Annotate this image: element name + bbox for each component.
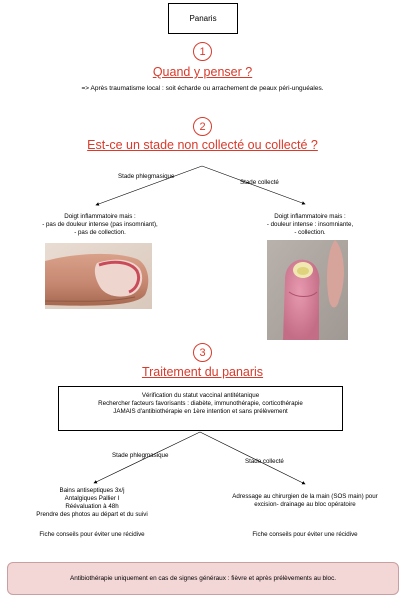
fiche-left: Fiche conseils pour éviter une récidive (39, 531, 145, 538)
section-3-number: 3 (193, 343, 212, 362)
treatment-line: JAMAIS d'antibiothérapie en 1ère intention et sans prélèvement (113, 408, 288, 415)
branch-label-collecte: Stade collecté (240, 179, 279, 186)
section-1-number: 1 (193, 42, 212, 61)
photo-finger-phlegmasique (45, 243, 152, 309)
branch-label-collecte-2: Stade collecté (245, 458, 284, 465)
treat-right-line: excision- drainage au bloc opératoire (254, 501, 356, 508)
treat-left-line: Bains antiseptiques 3x/j (59, 487, 125, 494)
stage-right-line: - douleur intense : insomniante, (266, 221, 354, 228)
section-2-number: 2 (193, 117, 212, 136)
stage-right-line: Doigt inflammatoire mais : (274, 213, 346, 220)
section-3-heading: Traitement du panaris (141, 365, 264, 379)
q1-text: => Après traumatisme local : soit écharde ou arrachement de peaux péri-unguéales. (81, 85, 324, 92)
photo-finger-collecte (267, 240, 348, 340)
arrow-stage-left (96, 166, 202, 205)
bottom-note-box (7, 562, 399, 595)
stage-left-line: - pas de collection. (74, 229, 126, 236)
bottom-note: Antibiothérapie uniquement en cas de signes généraux : fièvre et après prélèvements au bloc. (69, 575, 337, 582)
section-2-heading: Est-ce un stade non collecté ou collecté ? (87, 138, 318, 152)
fiche-right: Fiche conseils pour éviter une récidive (252, 531, 358, 538)
treatment-line: Rechercher facteurs favorisants : diabète, immunothérapie, corticothérapie (98, 400, 303, 407)
section-1-heading: Quand y penser ? (152, 65, 253, 79)
treat-right-line: Adressage au chirurgien de la main (SOS main) pour (232, 493, 378, 500)
stage-left-line: - pas de douleur intense (pas insomniant), (42, 221, 158, 228)
branch-label-phlegmasique: Stade phlegmasique (118, 173, 175, 180)
treat-left-line: Antalgiques Pallier I (64, 495, 120, 502)
stage-left-line: Doigt inflammatoire mais : (64, 213, 136, 220)
treat-right-text (215, 493, 395, 509)
treat-left-text (12, 487, 172, 519)
treat-left-line: Réévaluation à 48h (65, 503, 119, 510)
title-box (168, 3, 238, 34)
treat-left-line: Prendre des photos au départ et du suivi (36, 511, 148, 518)
stage-right-text (230, 213, 390, 237)
treatment-box (58, 386, 343, 431)
stage-right-line: - collection. (294, 229, 326, 236)
page-title: Panaris (189, 14, 217, 23)
treatment-line: Vérification du statut vaccinal antitétanique (141, 392, 260, 399)
branch-label-phlegmasique-2: Stade phlegmasique (112, 452, 169, 459)
stage-left-text (20, 213, 180, 237)
